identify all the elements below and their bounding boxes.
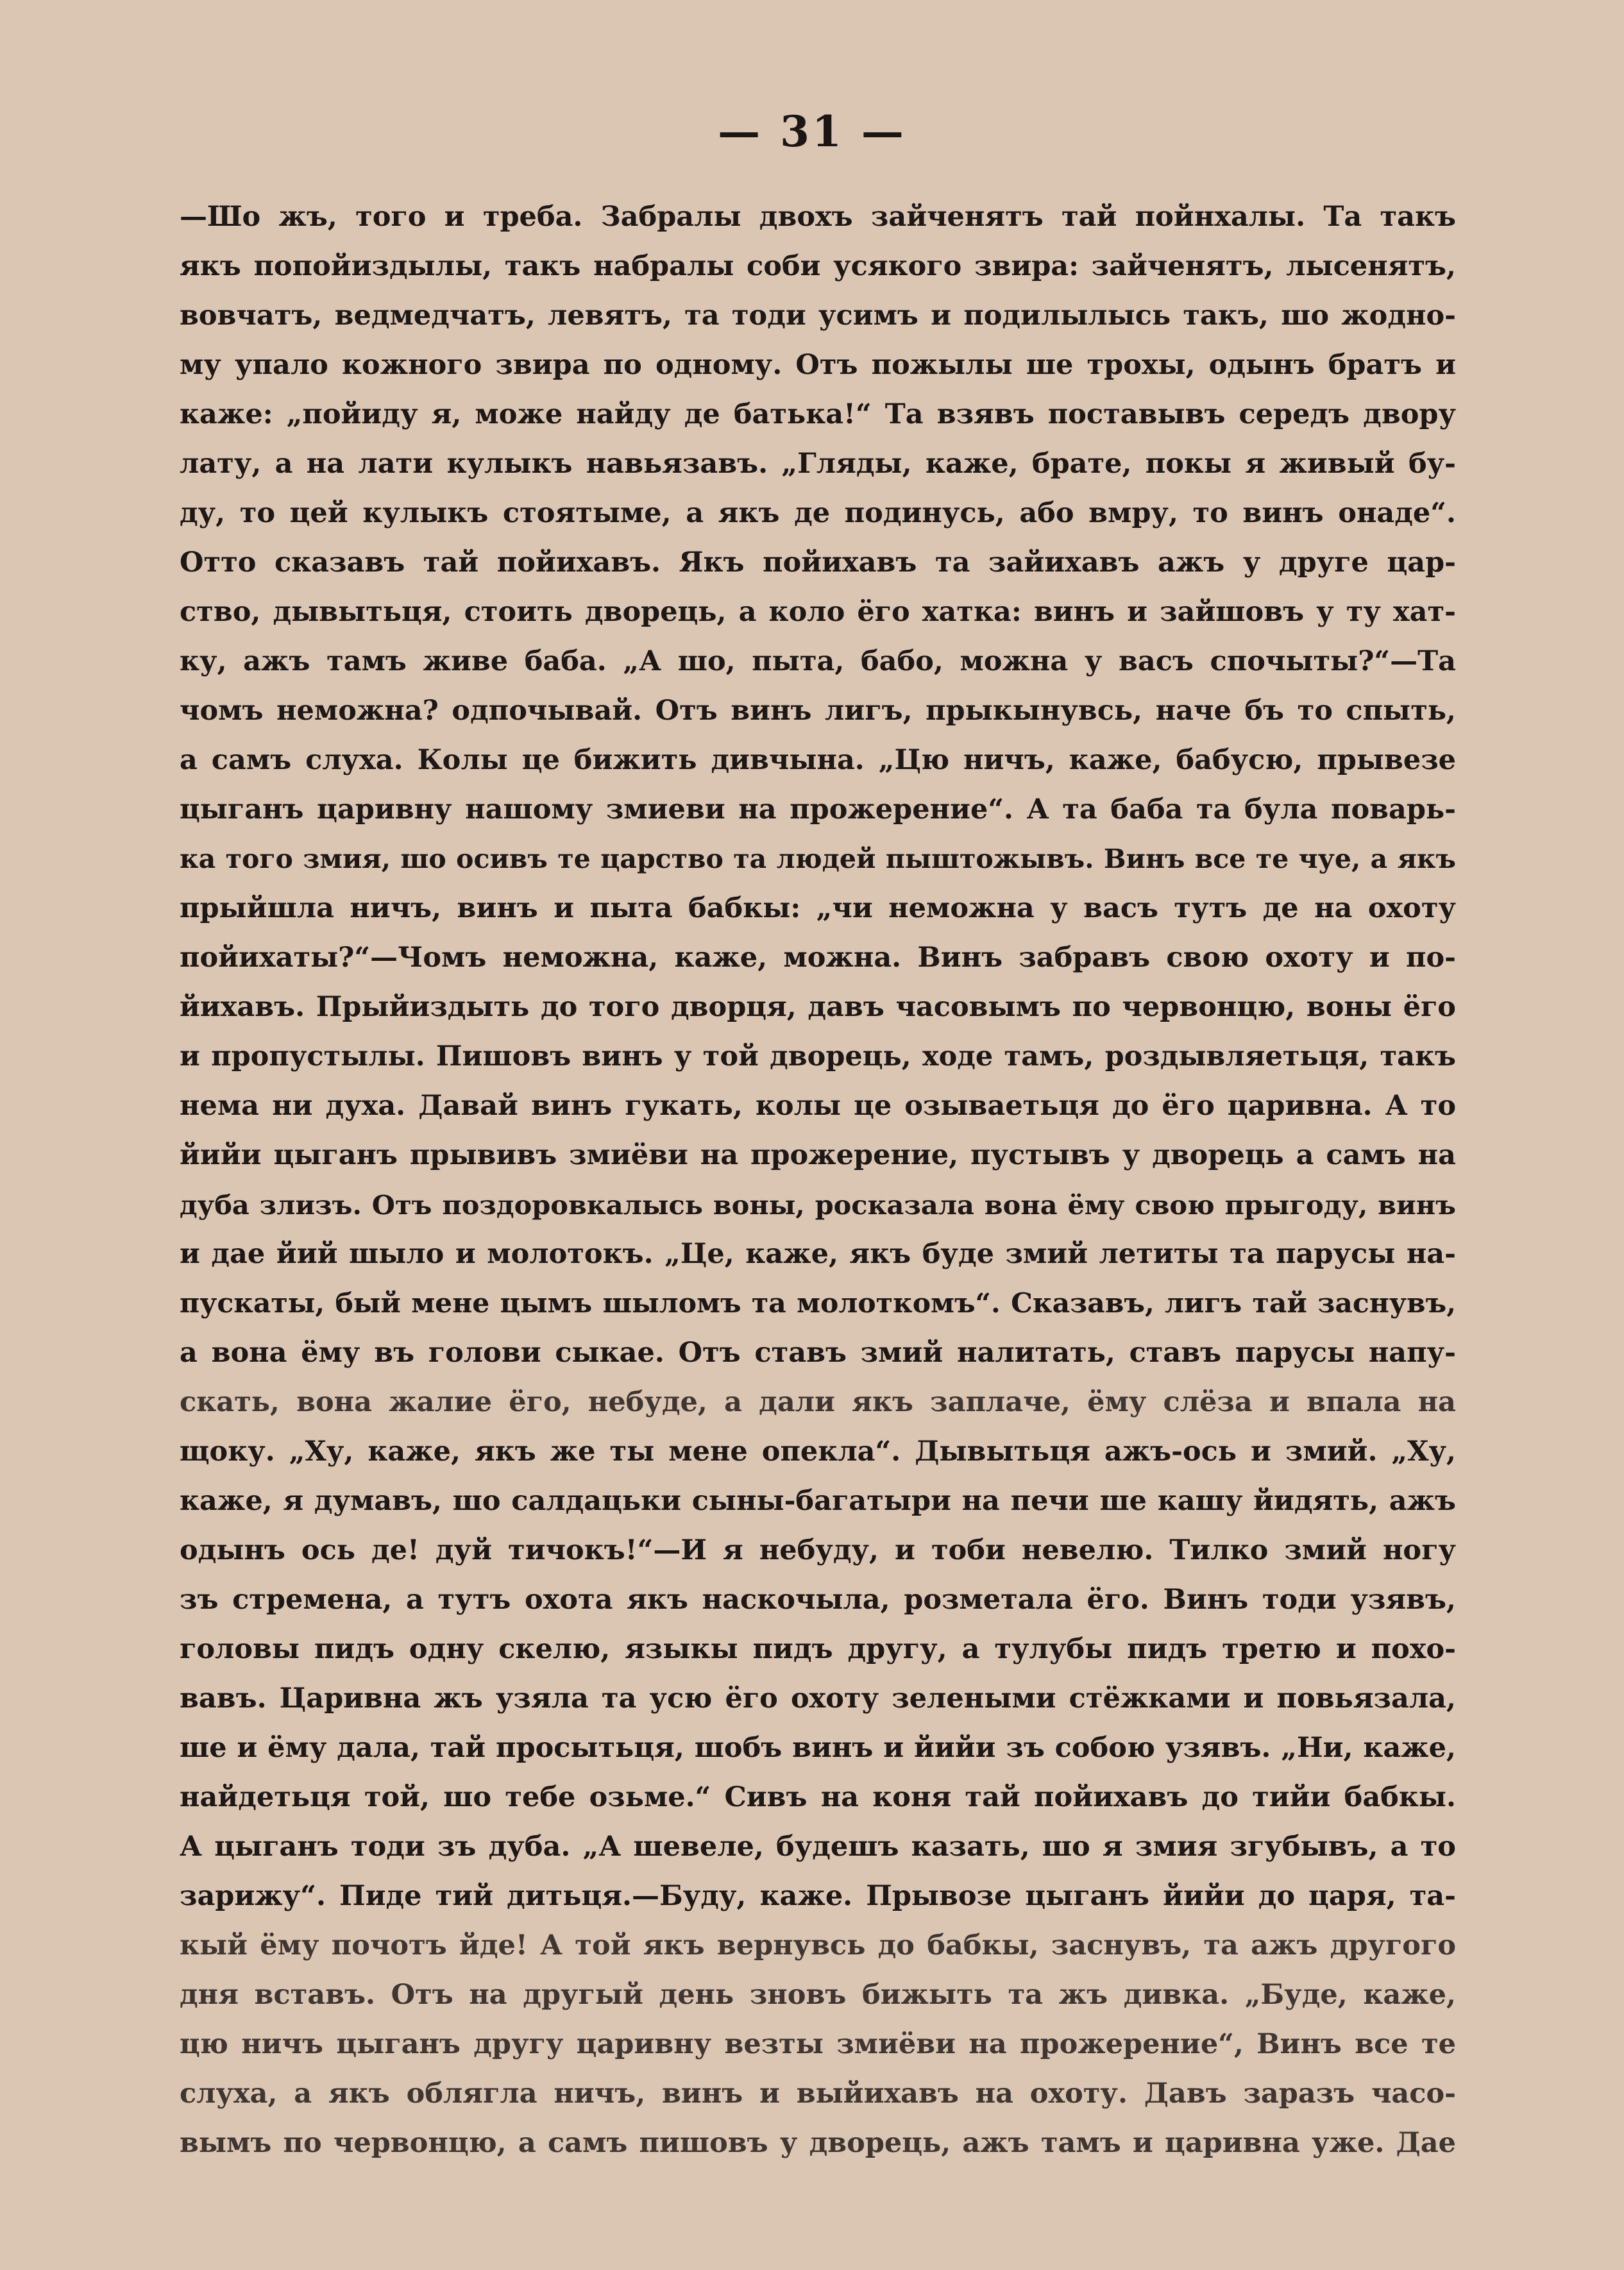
text-line: зъ стремена, а тутъ охота якъ наскочыла, розметала ёго. Винъ тоди узявъ, — [180, 1584, 1456, 1616]
text-line: и дае йий шыло и молотокъ. „Це, каже, якъ буде змий летиты та парусы на- — [180, 1238, 1456, 1270]
text-line: прыйшла ничъ, винъ и пыта бабкы: „чи неможна у васъ тутъ де на охоту — [180, 892, 1456, 924]
text-line: пойихаты?“—Чомъ неможна, каже, можна. Винъ забравъ свою охоту и по- — [180, 942, 1456, 974]
text-line: слуха, а якъ облягла ничъ, винъ и выйихавъ на охоту. Давъ заразъ часо- — [180, 2078, 1456, 2110]
text-line: каже: „пойиду я, може найду де батька!“ Та взявъ поставывъ середъ двору — [180, 398, 1456, 430]
text-line: му упало кожного звира по одному. Отъ пожылы ше трохы, одынъ братъ и — [180, 349, 1456, 381]
text-line: Отто сказавъ тай пойихавъ. Якъ пойихавъ та зайихавъ ажъ у друге цар- — [180, 546, 1456, 579]
text-line: вавъ. Царивна жъ узяла та усю ёго охоту зелеными стёжками и повьязала, — [180, 1682, 1456, 1715]
text-line: пускаты, бый мене цымъ шыломъ та молоткомъ“. Сказавъ, лигъ тай заснувъ, — [180, 1287, 1456, 1319]
text-line: ше и ёму дала, тай просытьця, шобъ винъ и йийи зъ собою узявъ. „Ни, каже, — [180, 1732, 1456, 1764]
text-line: дуба злизъ. Отъ поздоровкалысь воны, росказала вона ёму свою прыгоду, винъ — [180, 1189, 1456, 1221]
page-number: — 31 — — [718, 106, 906, 157]
text-line: а вона ёму въ голови сыкае. Отъ ставъ змий налитать, ставъ парусы напу- — [180, 1337, 1456, 1369]
text-line: скать, вона жалие ёго, небуде, а дали якъ заплаче, ёму слёза и впала на — [180, 1386, 1456, 1418]
text-line: йийи цыганъ прывивъ змиёви на прожерение, пустывъ у дворець а самъ на — [180, 1139, 1456, 1171]
text-line: а самъ слуха. Колы це бижить дивчына. „Цю ничъ, каже, бабусю, прывезе — [180, 744, 1456, 776]
text-line: ку, ажъ тамъ живе баба. „А шо, пыта, бабо, можна у васъ спочыты?“—Та — [180, 645, 1456, 677]
text-line: головы пидъ одну скелю, языкы пидъ другу, а тулубы пидъ третю и похо- — [180, 1633, 1456, 1665]
text-line: найдетьця той, шо тебе озьме.“ Сивъ на коня тай пойихавъ до тийи бабкы. — [180, 1781, 1456, 1813]
text-line: дня вставъ. Отъ на другый день зновъ бижыть та жъ дивка. „Буде, каже, — [180, 1979, 1456, 2011]
text-line: лату, а на лати кулыкъ навьязавъ. „Гляды, каже, брате, покы я живый бу- — [180, 448, 1456, 480]
text-line: кый ёму почотъ йде! А той якъ вернувсь до бабкы, заснувъ, та ажъ другого — [180, 1929, 1456, 1961]
text-line: йихавъ. Прыйиздыть до того дворця, давъ часовымъ по червонцю, воны ёго — [180, 991, 1456, 1023]
text-line: зарижу“. Пиде тий дитьця.—Буду, каже. Прывозе цыганъ йийи до царя, та- — [180, 1880, 1456, 1912]
text-line: ду, то цей кулыкъ стоятыме, а якъ де подинусь, або вмру, то винъ онаде“. — [180, 497, 1456, 529]
text-line: каже, я думавъ, шо салдацьки сыны-багатыри на печи ше кашу йидять, ажъ — [180, 1485, 1456, 1517]
text-line: нема ни духа. Давай винъ гукать, колы це озываетьця до ёго царивна. А то — [180, 1090, 1456, 1122]
text-line: ство, дывытьця, стоить дворець, а коло ёго хатка: винъ и зайшовъ у ту хат- — [180, 596, 1456, 628]
text-line: одынъ ось де! дуй тичокъ!“—И я небуду, и тоби невелю. Тилко змий ногу — [180, 1534, 1456, 1566]
text-line: чомъ неможна? одпочывай. Отъ винъ лигъ, прыкынувсь, наче бъ то спыть, — [180, 695, 1456, 727]
text-line: цыганъ царивну нашому змиеви на прожерение“. А та баба та була поварь- — [180, 793, 1456, 826]
text-line: вовчатъ, ведмедчатъ, левятъ, та тоди усимъ и подилылысь такъ, шо жодно- — [180, 300, 1456, 332]
text-line: —Шо жъ, того и треба. Забралы двохъ зайченятъ тай пойнхалы. Та такъ — [180, 201, 1456, 233]
text-line: вымъ по червонцю, а самъ пишовъ у дворець, ажъ тамъ и царивна уже. Дае — [180, 2127, 1456, 2159]
text-line: цю ничъ цыганъ другу царивну везты змиёви на прожерение“, Винъ все те — [180, 2028, 1456, 2060]
text-line: якъ попойиздылы, такъ набралы соби усякого звира: зайченятъ, лысенятъ, — [180, 250, 1456, 282]
text-line: щоку. „Ху, каже, якъ же ты мене опекла“. Дывытьця ажъ-ось и змий. „Ху, — [180, 1436, 1456, 1468]
text-line: и пропустылы. Пишовъ винъ у той дворець, ходе тамъ, роздывляетьця, такъ — [180, 1040, 1456, 1072]
story-text — [180, 192, 1456, 2168]
text-line: А цыганъ тоди зъ дуба. „А шевеле, будешъ казать, шо я змия згубывъ, а то — [180, 1831, 1456, 1863]
text-line: ка того змия, шо осивъ те царство та людей пыштожывъ. Винъ все те чуе, а якъ — [180, 843, 1456, 874]
